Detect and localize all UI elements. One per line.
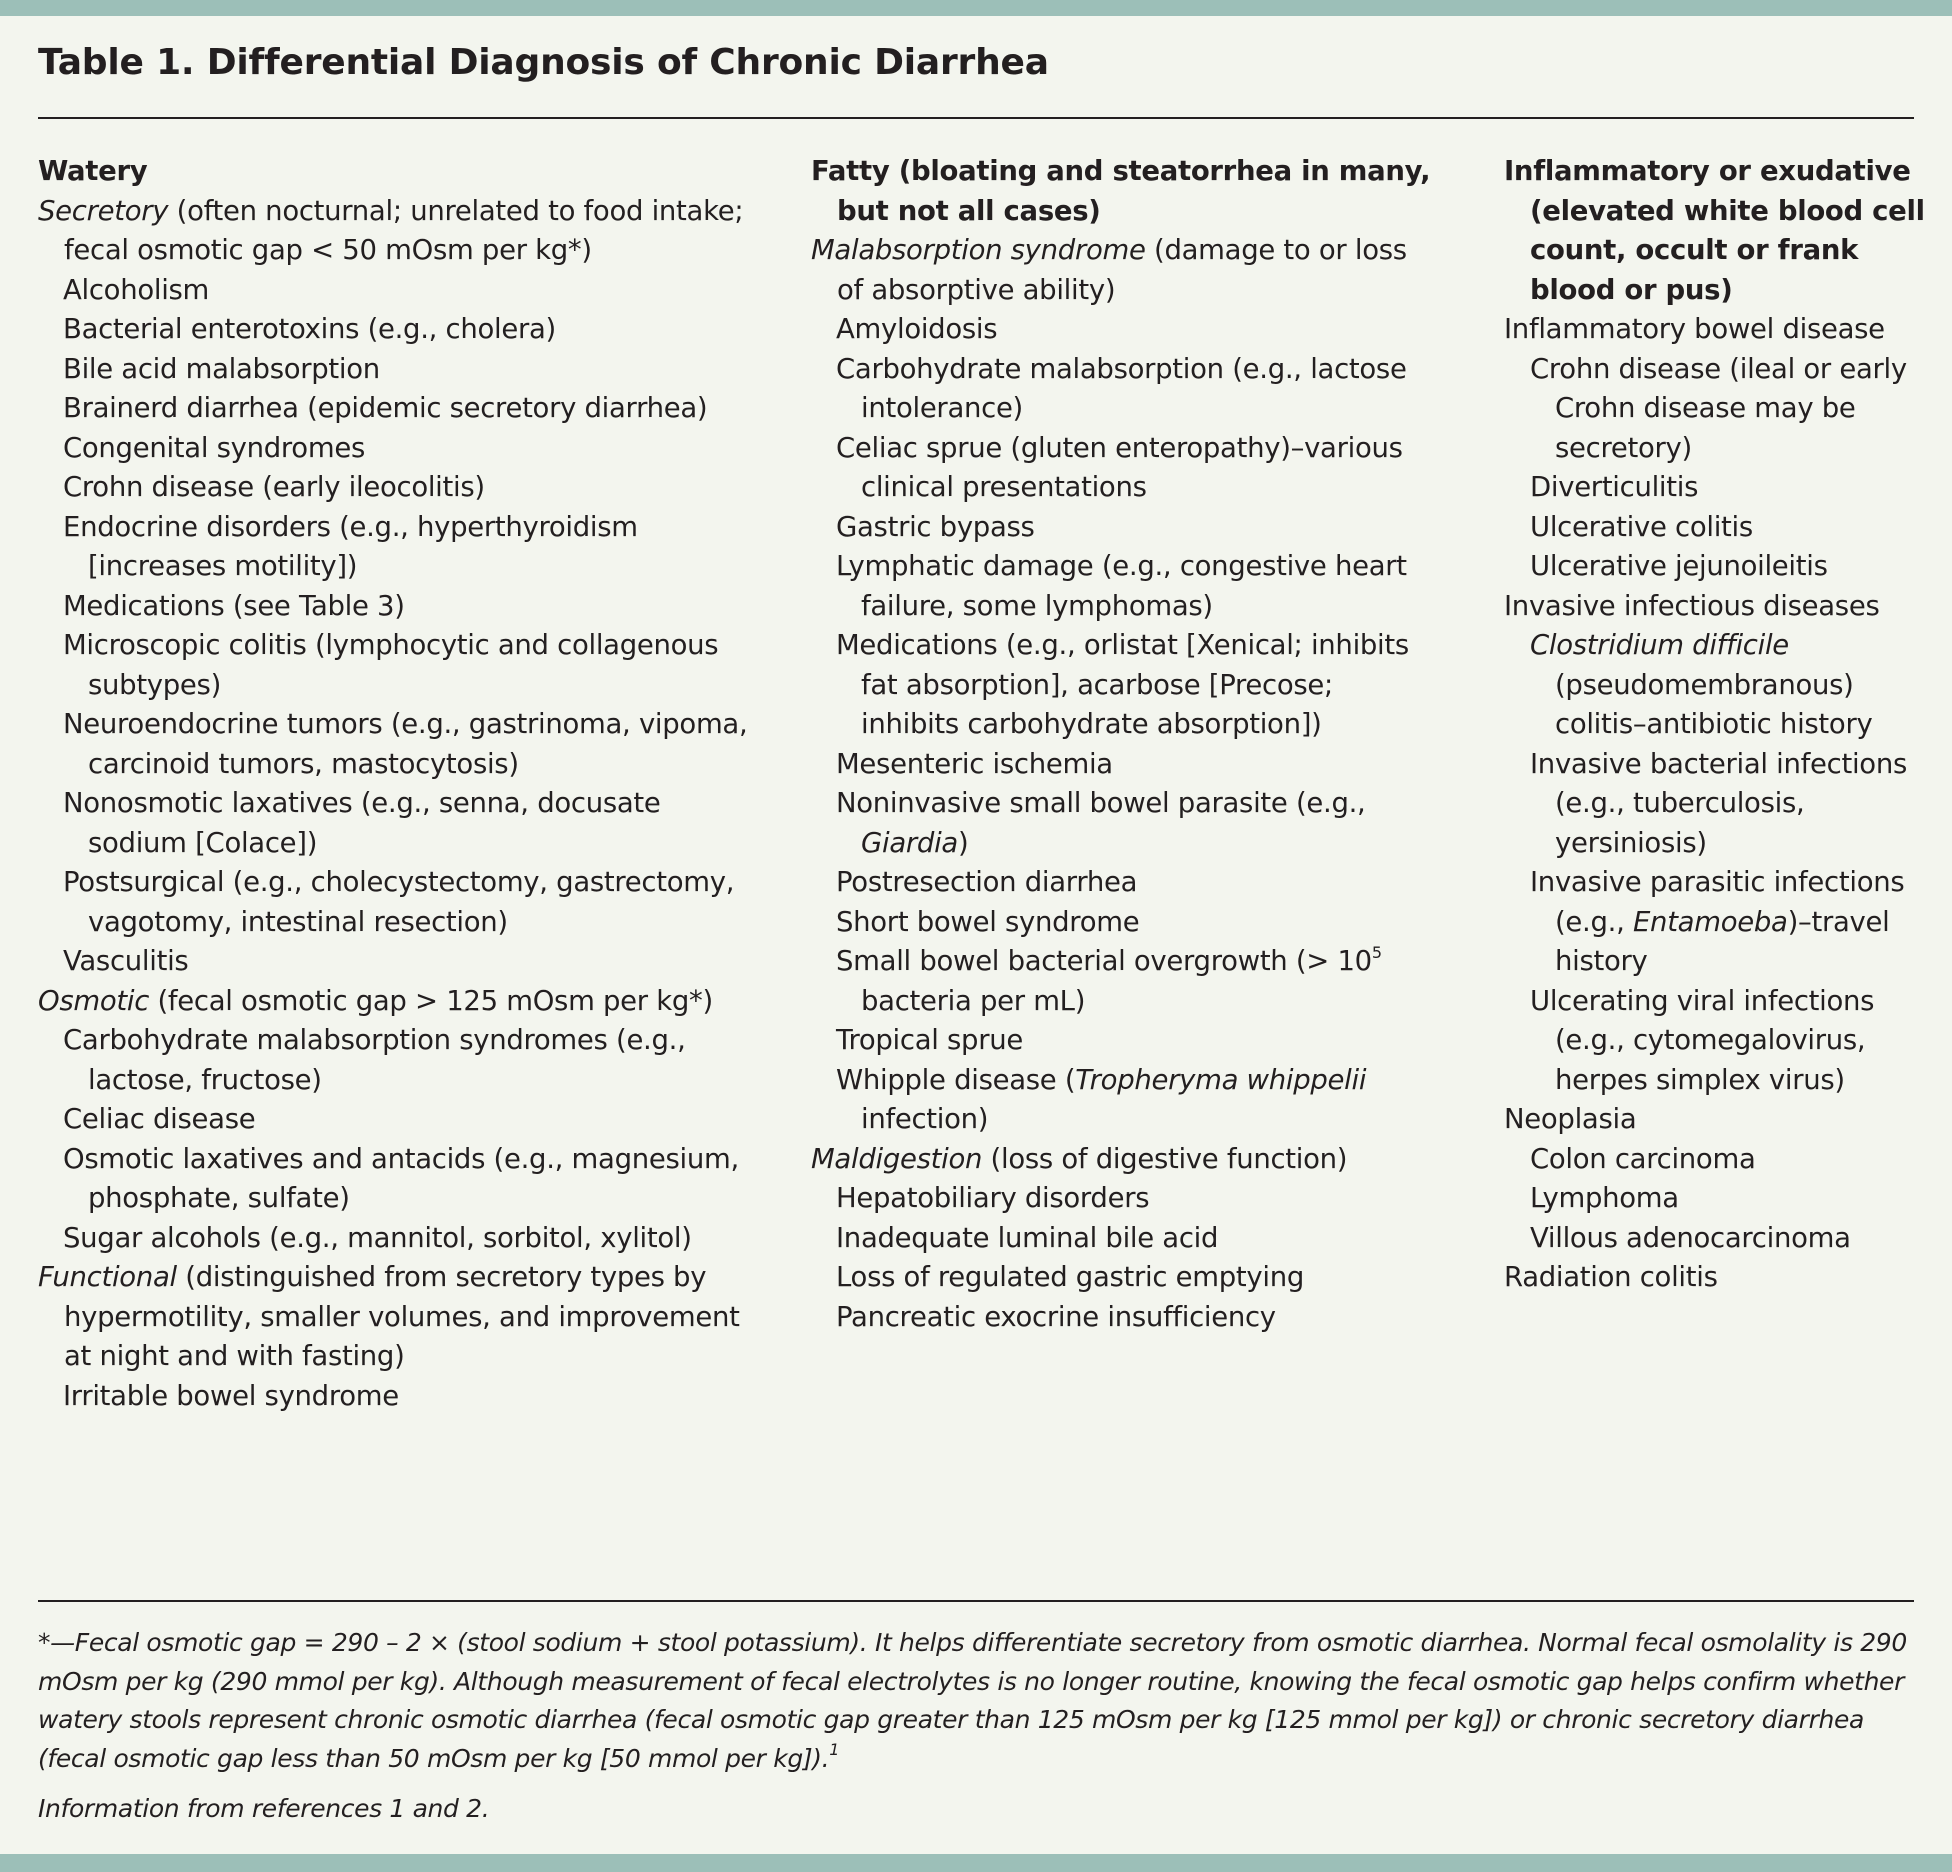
- category-description: (loss of digestive function): [982, 1142, 1348, 1175]
- category-osmotic: [38, 982, 758, 1022]
- list-item: Neuroendocrine tumors (e.g., gastrinoma, vipoma, carcinoid tumors, mastocytosis): [63, 708, 748, 780]
- list-item: Osmotic laxatives and antacids (e.g., magnesium, phosphate, sulfate): [63, 1142, 739, 1214]
- column-heading: Inflammatory or exudative (elevated white blood cell count, occult or frank blood or pus): [1504, 155, 1925, 306]
- list-item: Short bowel syndrome: [836, 905, 1140, 938]
- column-heading: Fatty (bloating and steatorrhea in many, but not all cases): [811, 155, 1431, 227]
- list-item: Mesenteric ischemia: [836, 747, 1113, 780]
- category-label: Malabsorption syndrome: [811, 234, 1146, 266]
- list-item: Endocrine disorders (e.g., hyperthyroidism [increases motility]): [63, 510, 638, 582]
- item-list: [1504, 350, 1934, 587]
- table-title: Table 1. Differential Diagnosis of Chronic Diarrhea: [38, 42, 1049, 83]
- list-item: Pancreatic exocrine insufficiency: [836, 1300, 1276, 1333]
- list-item: Postresection diarrhea: [836, 866, 1138, 898]
- list-item: Lymphoma: [1530, 1182, 1679, 1214]
- list-item: Brainerd diarrhea (epidemic secretory diarrhea): [63, 392, 708, 424]
- list-item-parasitic: Invasive parasitic infections (e.g., Entamoeba)–travel history: [1530, 866, 1905, 977]
- column-watery: [38, 152, 758, 1416]
- list-item: Inadequate luminal bile acid: [836, 1221, 1219, 1254]
- footnote-text: *—Fecal osmotic gap = 290 – 2 × (stool sodium + stool potassium). It helps differentiate secretory from osmotic diarrhea. Normal fecal osmolality is 290 mOsm per kg (290 mmol per kg). Although measurement of fecal electrolytes is no longer routine, knowing the fecal osmotic gap helps confirm whether watery stools represent chronic osmotic diarrhea (fecal osmotic gap greater than 125 mOsm per kg [125 mmol per kg]) or chronic secretory diarrhea (fecal osmotic gap less than 50 mOsm per kg [50 mmol per kg]).$^1$: [38, 1628, 1907, 1773]
- list-item: Carbohydrate malabsorption syndromes (e.g., lactose, fructose): [63, 1024, 686, 1096]
- list-item: Diverticulitis: [1530, 471, 1699, 503]
- item-list: [38, 1377, 758, 1417]
- item-list: [1504, 1140, 1934, 1259]
- list-item: Crohn disease (ileal or early Crohn disease may be secretory): [1530, 352, 1907, 464]
- footnote-source: Information from references 1 and 2.: [38, 1794, 490, 1823]
- column-fatty: [811, 152, 1431, 1337]
- list-item: Gastric bypass: [836, 510, 1035, 543]
- category-neoplasia: Neoplasia: [1504, 1103, 1637, 1135]
- list-item: Amyloidosis: [836, 313, 998, 345]
- category-label: Secretory: [38, 194, 169, 227]
- list-item: Congenital syndromes: [63, 431, 365, 464]
- category-maldigestion: [811, 1140, 1431, 1180]
- list-item: Crohn disease (early ileocolitis): [63, 471, 485, 503]
- item-list: [811, 1179, 1431, 1337]
- list-item: Sugar alcohols (e.g., mannitol, sorbitol, xylitol): [63, 1221, 692, 1254]
- list-item: Celiac sprue (gluten enteropathy)–various clinical presentations: [836, 431, 1403, 503]
- list-item: Colon carcinoma: [1530, 1142, 1756, 1175]
- list-item: Hepatobiliary disorders: [836, 1182, 1150, 1214]
- list-item: Ulcerative jejunoileitis: [1530, 550, 1828, 582]
- category-malabsorption: [811, 231, 1431, 310]
- list-item: Bacterial enterotoxins (e.g., cholera): [63, 313, 556, 345]
- list-item: Alcoholism: [63, 273, 210, 306]
- list-item: Postsurgical (e.g., cholecystectomy, gastrectomy, vagotomy, intestinal resection): [63, 866, 735, 938]
- list-item: Medications (e.g., orlistat [Xenical; inhibits fat absorption], acarbose [Precose; inhibits carbohydrate absorption]): [836, 629, 1409, 740]
- top-accent-band: [0, 0, 1952, 16]
- list-item: Ulcerating viral infections (e.g., cytomegalovirus, herpes simplex virus): [1530, 984, 1875, 1096]
- footnote: [38, 1624, 1918, 1829]
- bottom-accent-band: [0, 1854, 1952, 1872]
- category-radiation: Radiation colitis: [1504, 1261, 1718, 1293]
- category-secretory: [38, 192, 758, 271]
- list-item: Carbohydrate malabsorption (e.g., lactose intolerance): [836, 352, 1407, 424]
- list-item: Lymphatic damage (e.g., congestive heart failure, some lymphomas): [836, 550, 1407, 622]
- category-functional: [38, 1258, 758, 1377]
- list-item: Nonosmotic laxatives (e.g., senna, docusate sodium [Colace]): [63, 787, 661, 859]
- list-item: Medications (see Table 3): [63, 589, 405, 622]
- list-item: Invasive bacterial infections (e.g., tuberculosis, yersiniosis): [1530, 747, 1907, 859]
- list-item: Tropical sprue: [836, 1024, 1023, 1056]
- list-item-whipple: Whipple disease (Tropheryma whippelii infection): [836, 1063, 1367, 1135]
- category-description: (fecal osmotic gap > 125 mOsm per kg*): [149, 984, 713, 1017]
- list-item: Vasculitis: [63, 945, 189, 977]
- column-heading: Watery: [38, 155, 148, 187]
- category-description: (damage to or loss of absorptive ability): [837, 234, 1407, 306]
- footnote-rule: [38, 1600, 1914, 1602]
- list-item-bacterial-overgrowth: Small bowel bacterial overgrowth (> $10^5$ bacteria per mL): [836, 943, 1382, 1017]
- list-item-parasite: Noninvasive small bowel parasite (e.g., Giardia): [836, 787, 1366, 859]
- category-description: (distinguished from secretory types by hypermotility, smaller volumes, and improvement at night and with fasting): [64, 1261, 740, 1372]
- item-list: [1504, 626, 1934, 1100]
- item-list: [38, 271, 758, 982]
- category-ibd: Inflammatory bowel disease: [1504, 313, 1885, 345]
- item-list: [811, 310, 1431, 1140]
- category-label: Maldigestion: [811, 1142, 983, 1175]
- item-list: [38, 1021, 758, 1258]
- list-item: Loss of regulated gastric emptying: [836, 1261, 1304, 1293]
- list-item: Bile acid malabsorption: [63, 352, 380, 385]
- title-rule: [38, 117, 1914, 119]
- category-description: (often nocturnal; unrelated to food intake; fecal osmotic gap < 50 mOsm per kg*): [64, 194, 744, 266]
- category-label: Osmotic: [38, 984, 150, 1017]
- list-item: Microscopic colitis (lymphocytic and collagenous subtypes): [63, 629, 719, 701]
- list-item: Ulcerative colitis: [1530, 510, 1753, 543]
- list-item-cdiff: Clostridium difficile (pseudomembranous) colitis–antibiotic history: [1530, 629, 1873, 740]
- list-item: Irritable bowel syndrome: [63, 1379, 399, 1412]
- list-item: Villous adenocarcinoma: [1530, 1221, 1851, 1254]
- list-item: Celiac disease: [63, 1103, 256, 1135]
- column-inflammatory: [1504, 152, 1934, 1298]
- category-label: Functional: [38, 1261, 177, 1293]
- category-infectious: Invasive infectious diseases: [1504, 589, 1880, 622]
